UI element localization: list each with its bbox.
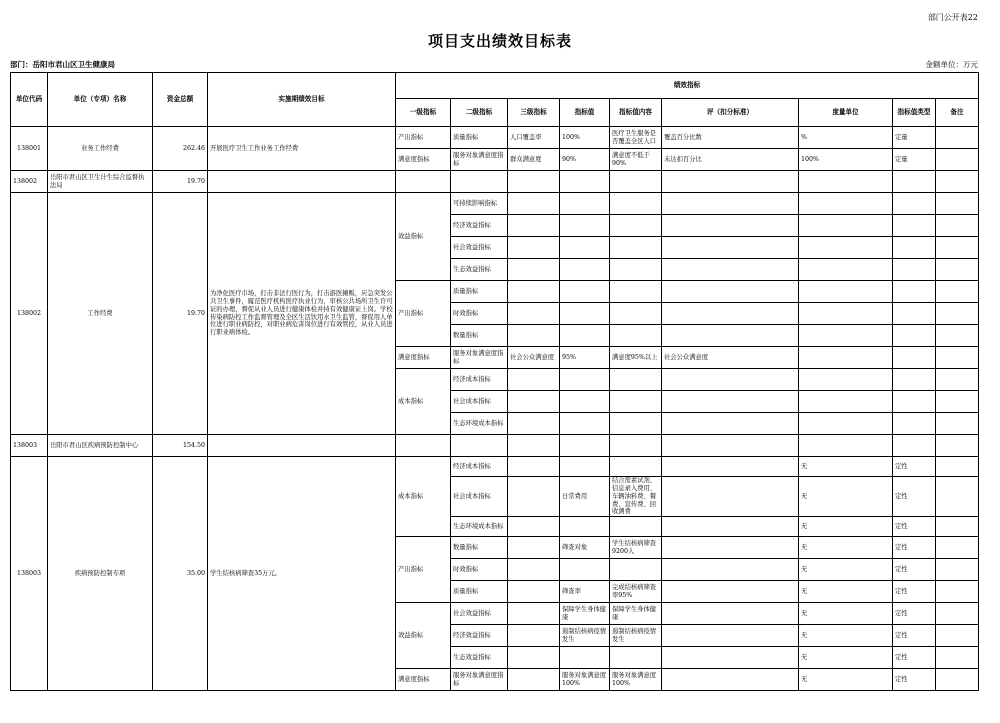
cell-value: 筛查率	[560, 581, 610, 603]
cell-code: 138001	[11, 127, 48, 171]
cell-l2: 质量指标	[451, 281, 508, 303]
table-number-label: 部门公开表22	[927, 13, 978, 22]
col-measure-unit: 度量单位	[799, 99, 893, 127]
cell-type: 定性	[893, 603, 936, 625]
cell-l1: 产出指标	[396, 537, 451, 603]
cell-unit: 无	[799, 581, 893, 603]
cell-goal: 为净化医疗市场，打击非法行医行为，打击游医摊贩，应急突发公共卫生事件，履范医疗机构医疗执业行为，审核公共场所卫生许可证的办理，督促从业人员进行健康体检并持有效健康证上岗。学校传染病防控工作监督管理及全区生活饮用水卫生监管，督促用人单位进行职业病防控，对职业病危害岗位进行有效管控，从业人员进行职业病体检。	[208, 193, 396, 435]
col-total-funds: 资金总额	[153, 73, 208, 127]
cell-type: 定性	[893, 581, 936, 603]
cell-l1: 满意度指标	[396, 669, 451, 691]
cell-l2: 服务对象满意度指标	[451, 149, 508, 171]
col-level2: 二级指标	[451, 99, 508, 127]
cell-value: 95%	[560, 347, 610, 369]
cell-value: 90%	[560, 149, 610, 171]
cell-l2: 经济成本指标	[451, 457, 508, 477]
cell-code: 138002	[11, 171, 48, 193]
cell-l2: 经济成本指标	[451, 369, 508, 391]
cell-l1: 产出指标	[396, 281, 451, 347]
cell-l2: 可持续影响指标	[451, 193, 508, 215]
cell-l2: 服务对象满意度指标	[451, 347, 508, 369]
performance-target-table	[10, 72, 979, 691]
cell-l2: 生态环境成本指标	[451, 413, 508, 435]
table-row	[11, 435, 979, 457]
col-unit-code: 单位代码	[11, 73, 48, 127]
cell-l2: 时效指标	[451, 303, 508, 325]
cell-l1: 满意度指标	[396, 347, 451, 369]
cell-value: 保障学生身体健康	[560, 603, 610, 625]
col-level1: 一级指标	[396, 99, 451, 127]
cell-value: 遏制结核病疫情发生	[560, 625, 610, 647]
cell-type: 定性	[893, 457, 936, 477]
cell-l3: 群众满意度	[508, 149, 560, 171]
cell-l1: 成本指标	[396, 369, 451, 435]
cell-l1: 效益指标	[396, 193, 451, 281]
cell-content: 保障学生身体健康	[610, 603, 662, 625]
cell-funds: 19.70	[153, 171, 208, 193]
cell-l2: 经济效益指标	[451, 215, 508, 237]
cell-name: 疾病预防控制专项	[48, 457, 153, 691]
cell-l2: 质量指标	[451, 581, 508, 603]
cell-l2: 社会成本指标	[451, 477, 508, 517]
cell-l1: 效益指标	[396, 603, 451, 669]
cell-unit: 无	[799, 457, 893, 477]
col-goal: 实施期绩效目标	[208, 73, 396, 127]
cell-code: 138003	[11, 457, 48, 691]
cell-l2: 数量指标	[451, 537, 508, 559]
cell-unit: 无	[799, 603, 893, 625]
cell-l2: 时效指标	[451, 559, 508, 581]
cell-content: 满意度不低于90%	[610, 149, 662, 171]
cell-l2: 社会成本指标	[451, 391, 508, 413]
cell-l1: 成本指标	[396, 457, 451, 537]
cell-type: 定性	[893, 537, 936, 559]
cell-l2: 服务对象满意度指标	[451, 669, 508, 691]
cell-unit: 无	[799, 669, 893, 691]
cell-type: 定性	[893, 625, 936, 647]
cell-value: 100%	[560, 127, 610, 149]
cell-type: 定性	[893, 477, 936, 517]
cell-type: 定性	[893, 559, 936, 581]
cell-funds: 35.00	[153, 457, 208, 691]
cell-code: 138002	[11, 193, 48, 435]
cell-l2: 生态环境成本指标	[451, 517, 508, 537]
cell-l3: 社会公众满意度	[508, 347, 560, 369]
cell-name: 业务工作经费	[48, 127, 153, 171]
cell-unit: %	[799, 127, 893, 149]
cell-unit: 无	[799, 537, 893, 559]
cell-name: 岳阳市君山区卫生计生综合监督执法局	[48, 171, 153, 193]
cell-value: 日常费用	[560, 477, 610, 517]
cell-content: 满意度95%以上	[610, 347, 662, 369]
cell-l2: 经济效益指标	[451, 625, 508, 647]
cell-scoring: 未达扣百分比	[662, 149, 799, 171]
cell-l2: 数量指标	[451, 325, 508, 347]
page-title: 项目支出绩效目标表	[427, 32, 572, 50]
cell-type: 定性	[893, 647, 936, 669]
cell-content: 结合需素试剂、信息录入费用、车辆油料费、餐费、宣传费、回收测费	[610, 477, 662, 517]
cell-l1: 产出指标	[396, 127, 451, 149]
cell-unit: 100%	[799, 149, 893, 171]
table-row	[11, 171, 979, 193]
cell-content: 遏制结核病疫情发生	[610, 625, 662, 647]
cell-l1: 满意度指标	[396, 149, 451, 171]
cell-value: 服务对象满意度100%	[560, 669, 610, 691]
cell-funds: 154.50	[153, 435, 208, 457]
cell-name: 岳阳市君山区疾病预防控制中心	[48, 435, 153, 457]
cell-l2: 质量指标	[451, 127, 508, 149]
cell-value: 筛查对象	[560, 537, 610, 559]
col-remark: 备注	[936, 99, 979, 127]
cell-l2: 生态效益指标	[451, 259, 508, 281]
cell-l2: 社会效益指标	[451, 237, 508, 259]
table-row	[11, 127, 979, 149]
cell-type: 定性	[893, 669, 936, 691]
cell-l2: 生态效益指标	[451, 647, 508, 669]
cell-funds: 262.46	[153, 127, 208, 171]
cell-scoring: 社会公众满意度	[662, 347, 799, 369]
cell-scoring: 覆盖百分比数	[662, 127, 799, 149]
cell-type: 定性	[893, 517, 936, 537]
cell-remark	[936, 149, 979, 171]
cell-l2: 社会效益指标	[451, 603, 508, 625]
department-label: 部门：岳阳市君山区卫生健康局	[10, 60, 115, 69]
cell-type: 定量	[893, 127, 936, 149]
cell-unit: 无	[799, 647, 893, 669]
cell-type: 定量	[893, 149, 936, 171]
cell-goal: 学生结核病筛查35万元。	[208, 457, 396, 691]
cell-content: 服务对象满意度100%	[610, 669, 662, 691]
cell-l3: 人口覆盖率	[508, 127, 560, 149]
cell-unit: 无	[799, 477, 893, 517]
col-value-type: 指标值类型	[893, 99, 936, 127]
cell-name: 工作经费	[48, 193, 153, 435]
cell-content: 完成结核病筛查率95%	[610, 581, 662, 603]
cell-unit: 无	[799, 625, 893, 647]
cell-code: 138003	[11, 435, 48, 457]
col-scoring: 评（扣分标准）	[662, 99, 799, 127]
col-value-content: 指标值内容	[610, 99, 662, 127]
cell-content: 医疗卫生服务是否覆盖全区人口	[610, 127, 662, 149]
col-unit-name: 单位（专项）名称	[48, 73, 153, 127]
table-row	[11, 193, 979, 215]
cell-remark	[936, 127, 979, 149]
cell-goal: 开展医疗卫生工作业务工作经费	[208, 127, 396, 171]
col-level3: 三级指标	[508, 99, 560, 127]
cell-unit: 无	[799, 559, 893, 581]
cell-content: 学生结核病筛查9200人	[610, 537, 662, 559]
cell-unit: 无	[799, 517, 893, 537]
amount-unit-label: 金额单位：万元	[925, 60, 978, 69]
table-row	[11, 457, 979, 477]
cell-funds: 19.70	[153, 193, 208, 435]
col-perf-indicators: 绩效指标	[396, 73, 979, 99]
col-value: 指标值	[560, 99, 610, 127]
